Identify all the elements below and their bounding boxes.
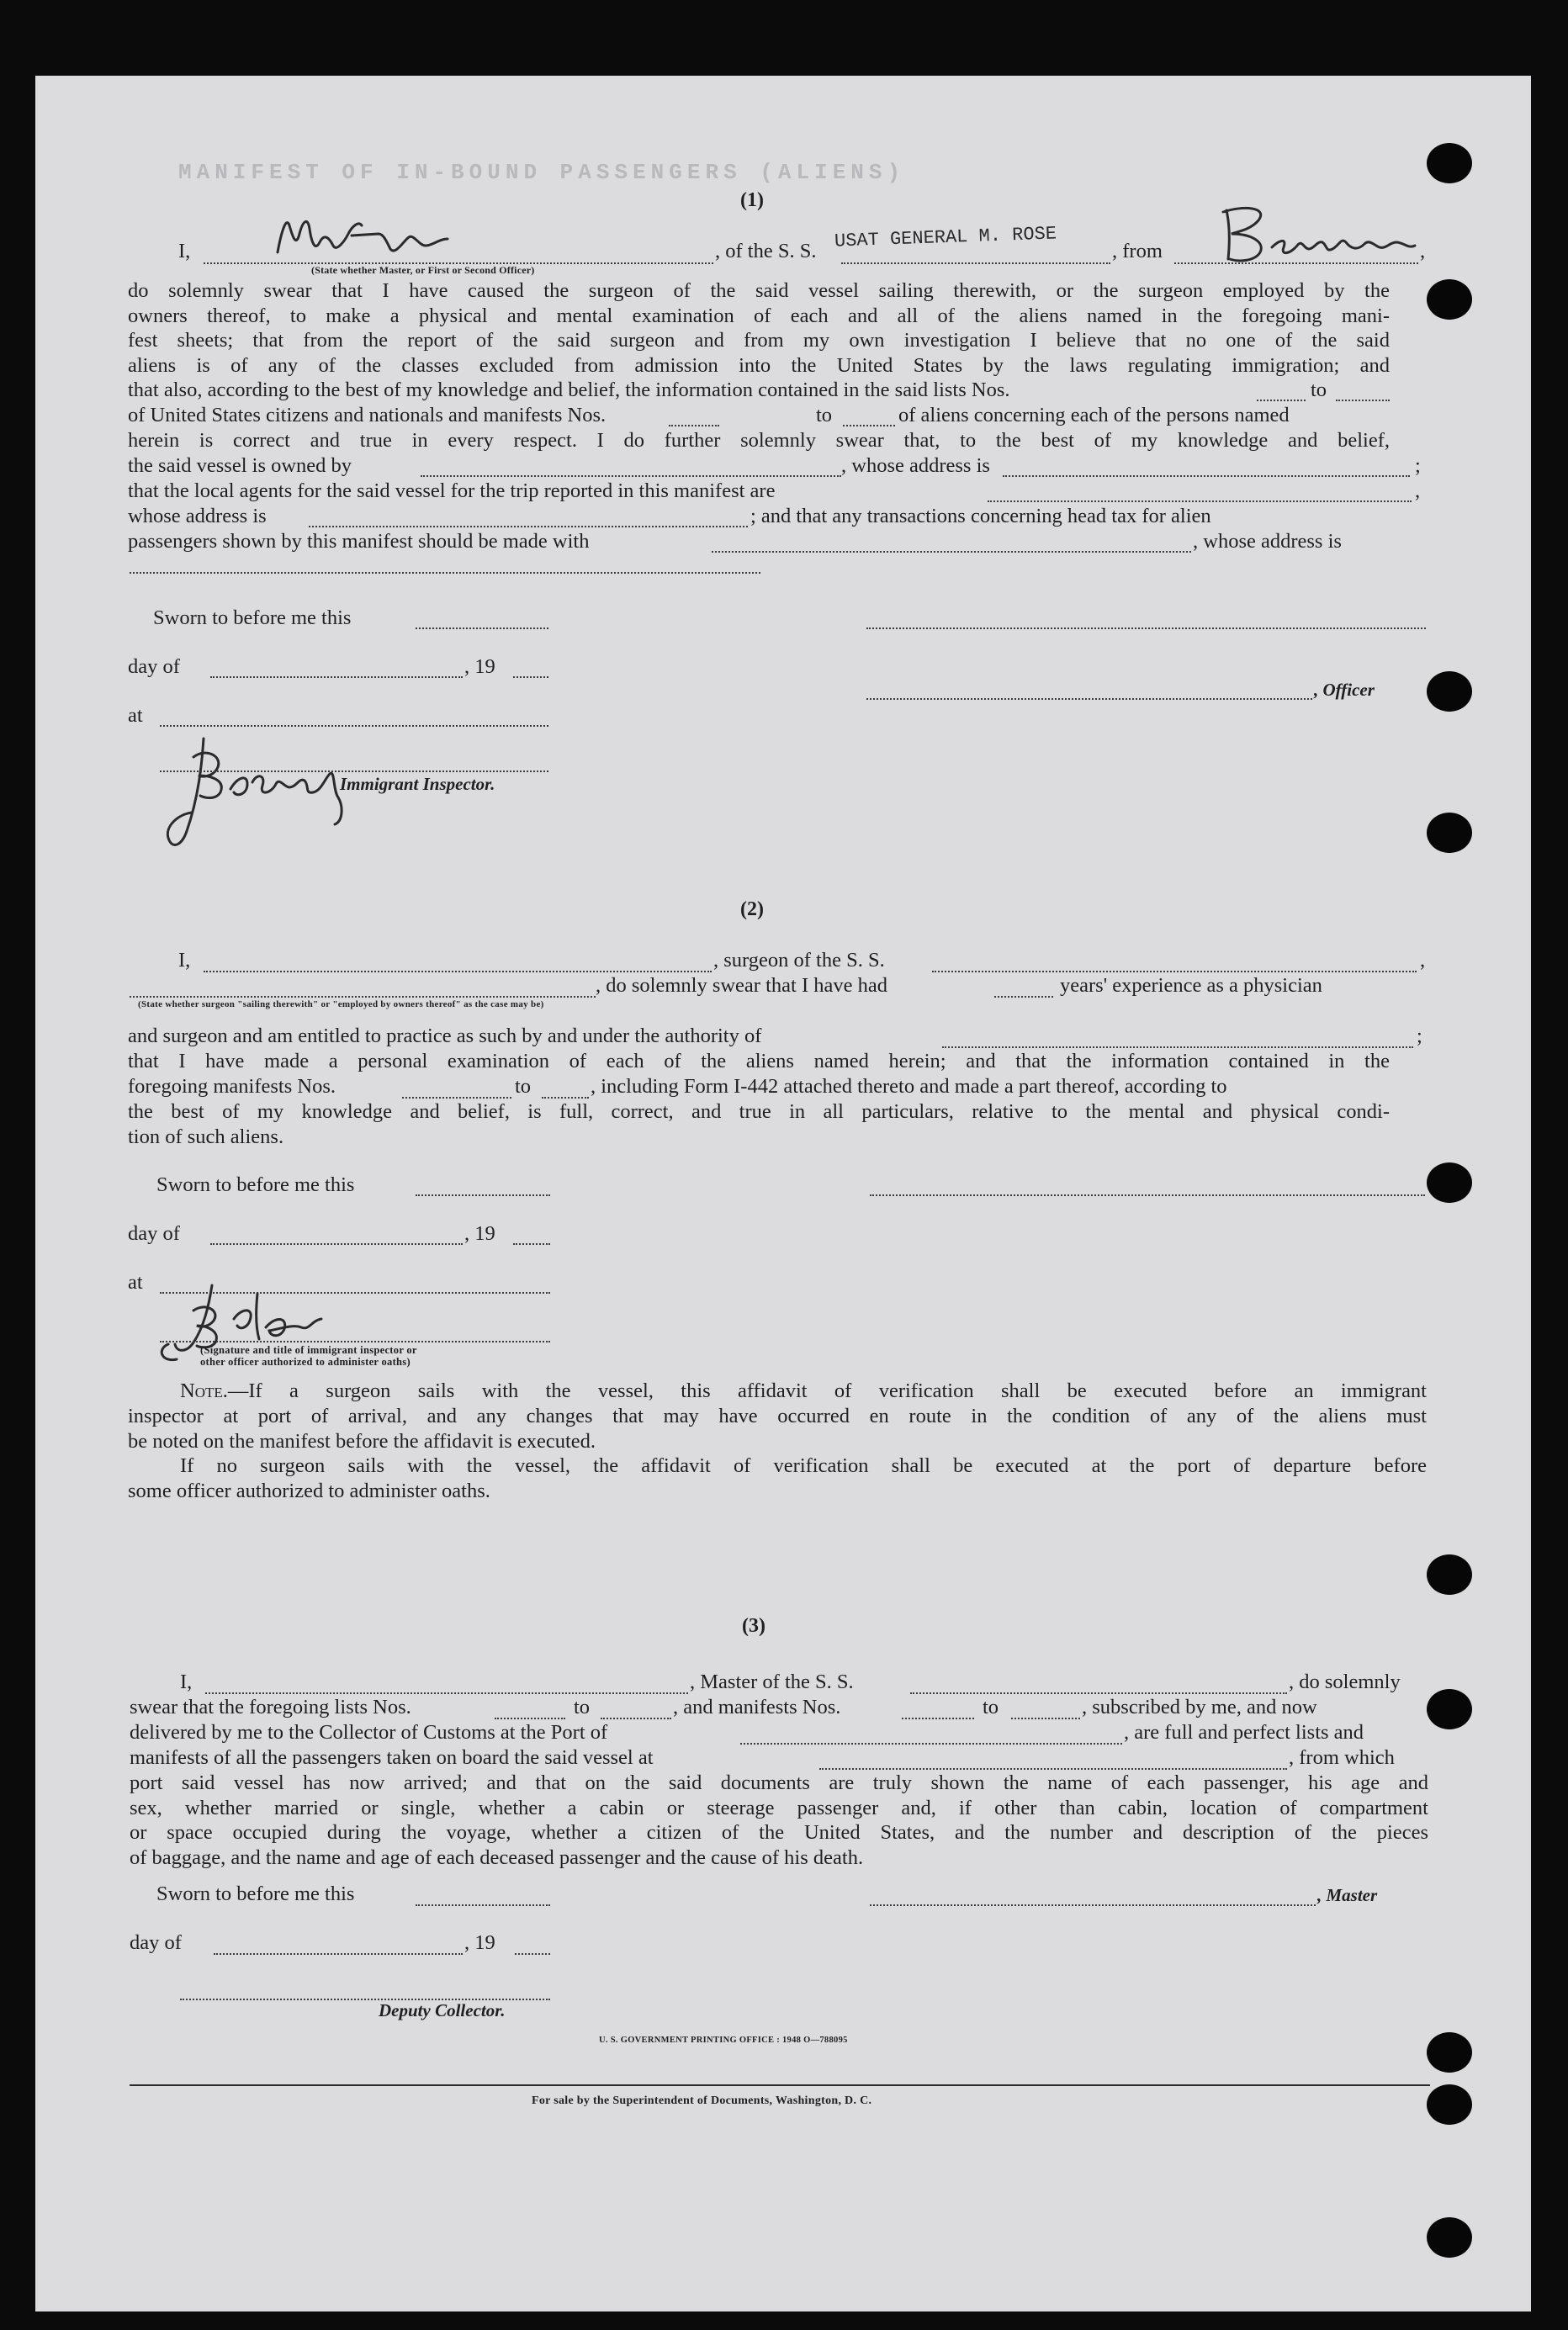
s2-day-of: day of <box>128 1222 180 1245</box>
s2-at: at <box>128 1271 143 1294</box>
s3-day-of: day of <box>130 1931 182 1954</box>
s2-note2-line-1: If no surgeon sails with the vessel, the affidavit of verification shall be executed at the port of departure before <box>180 1454 1427 1477</box>
s2-manifests-from-line <box>402 1097 511 1099</box>
s2-note2-line-1-wrap <box>180 1454 1427 1479</box>
s2-year-line <box>513 1243 550 1245</box>
s2-note-first-line <box>180 1379 1427 1404</box>
s1-day-line <box>210 676 463 678</box>
s3-lists-to: to <box>574 1696 591 1718</box>
s2-note-line-2: inspector at port of arrival, and any changes that may have occurred en route in the condition of any of the aliens must <box>128 1405 1427 1427</box>
s1-owner-line <box>421 475 841 477</box>
s2-years: years' experience as a physician <box>1060 974 1322 997</box>
s1-head-tax: ; and that any transactions concerning head tax for alien <box>750 505 1211 527</box>
s1-master-handwriting <box>271 209 473 262</box>
s1-owner-address-label: , whose address is <box>841 454 990 477</box>
s3-sworn: Sworn to before me this <box>156 1883 355 1905</box>
s2-auth-line: and surgeon and am entitled to practice as such by and under the authority of <box>128 1025 762 1047</box>
s3-line-2: sex, whether married or single, whether a cabin or steerage passenger and, if other than cabin, location of compartment <box>130 1796 1428 1819</box>
binder-hole-10 <box>1427 2217 1472 2258</box>
s2-form-line: , including Form I-442 attached thereto and made a part thereof, according to <box>591 1075 1227 1098</box>
s2-name-line <box>204 971 712 972</box>
s2-sworn-line <box>416 1194 550 1196</box>
s1-inspector-label: Immigrant Inspector. <box>340 774 495 794</box>
s1-sworn: Sworn to before me this <box>153 606 352 629</box>
s1-officer-sig-line-1 <box>866 628 1426 629</box>
s1-officer-sig-line-2 <box>866 698 1312 700</box>
s3-from-which: , from which <box>1289 1746 1395 1769</box>
s2-year: , 19 <box>464 1222 495 1245</box>
binder-hole-3 <box>1427 671 1472 712</box>
s1-vessel-name: USAT GENERAL M. ROSE <box>834 223 1057 252</box>
s2-authority-line <box>942 1046 1413 1048</box>
s1-line-6: of United States citizens and nationals and manifests Nos. <box>128 404 607 426</box>
s1-year-line <box>513 676 548 678</box>
s1-lists-to-line <box>1336 400 1390 401</box>
s2-years-line <box>994 996 1053 998</box>
s1-line-3: fest sheets; that from the report of the said surgeon and from my own investigation I believe that no one of the said <box>128 329 1390 352</box>
s2-state-line <box>130 996 596 998</box>
s2-surgeon-of: , surgeon of the S. S. <box>713 949 885 972</box>
s3-manifests-from-line <box>902 1718 974 1719</box>
s3-year: , 19 <box>464 1931 495 1954</box>
s2-day-line <box>210 1243 463 1245</box>
s3-year-line <box>515 1953 550 1955</box>
s1-agents-address-line <box>309 526 748 527</box>
s2-surgeon-sig-line <box>870 1194 1425 1196</box>
footer-rule <box>130 2084 1430 2086</box>
printing-office-line: U. S. GOVERNMENT PRINTING OFFICE : 1948 O—788095 <box>599 2036 848 2045</box>
s1-lists-to: to <box>1311 379 1327 401</box>
section-1-number: (1) <box>740 189 764 211</box>
binder-hole-4 <box>1427 813 1472 853</box>
s1-year: , 19 <box>464 655 495 678</box>
binder-hole-5 <box>1427 1162 1472 1203</box>
s2-manifests-to-line <box>542 1097 589 1099</box>
s3-lines-wrap <box>130 1771 1428 1870</box>
s3-master-of: , Master of the S. S. <box>690 1671 854 1693</box>
s1-from-handwriting <box>1210 200 1428 267</box>
s2-sworn: Sworn to before me this <box>156 1173 355 1196</box>
s3-manifests-of: manifests of all the passengers taken on board the said vessel at <box>130 1746 654 1769</box>
s3-manifests-to-line <box>1011 1718 1080 1719</box>
s1-of-aliens: of aliens concerning each of the persons named <box>898 404 1290 426</box>
section-3-number: (3) <box>742 1615 765 1637</box>
s3-lists-from-line <box>495 1718 565 1719</box>
faded-header-print: MANIFEST OF IN-BOUND PASSENGERS (ALIENS) <box>178 160 906 185</box>
s1-manifests-to-line <box>843 425 895 426</box>
s3-line-1: port said vessel has now arrived; and that on the said documents are truly shown the name of each passenger, his age and <box>130 1771 1428 1794</box>
section-2-number: (2) <box>740 898 764 920</box>
s3-i-label: I, <box>180 1671 193 1693</box>
s3-line-4: of baggage, and the name and age of each deceased passenger and the cause of his death. <box>130 1845 864 1869</box>
binder-hole-9 <box>1427 2084 1472 2125</box>
s1-sworn-line <box>416 628 548 629</box>
binder-hole-2 <box>1427 279 1472 320</box>
s1-line-8: the said vessel is owned by <box>128 454 352 477</box>
binder-hole-6 <box>1427 1554 1472 1595</box>
s3-port-line <box>740 1743 1122 1745</box>
s3-do-solemnly: , do solemnly <box>1289 1671 1401 1693</box>
s2-note-line-3: be noted on the manifest before the affidavit is executed. <box>128 1429 596 1453</box>
binder-hole-8 <box>1427 2032 1472 2073</box>
s3-master-sig-line <box>870 1904 1316 1906</box>
s3-full-perfect: , are full and perfect lists and <box>1124 1721 1364 1744</box>
s2-lines-wrap <box>128 1099 1390 1149</box>
s2-note-label: Note. <box>180 1379 228 1402</box>
s1-line-7: herein is correct and true in every respect. I do further solemnly swear that, to the best of my knowledge and belief, <box>128 429 1390 452</box>
s2-vessel-comma: , <box>1420 949 1426 972</box>
s1-line-4: aliens is of any of the classes excluded from admission into the United States by the laws regulating immigration; and <box>128 353 1390 377</box>
s1-lists-from-line <box>1257 400 1306 401</box>
s1-agents-comma: , <box>1415 479 1421 502</box>
s2-inspector-line <box>160 1341 550 1342</box>
s1-line-7-wrap <box>128 428 1390 453</box>
s1-agents-line <box>988 500 1412 502</box>
s2-line-2: the best of my knowledge and belief, is full, correct, and true in all particulars, relative to the mental and physical condi- <box>128 1100 1390 1123</box>
s3-name-line <box>205 1692 688 1694</box>
manifest-form-page <box>35 76 1531 2311</box>
s3-day-line <box>214 1953 463 1955</box>
for-sale-line: For sale by the Superintendent of Documents, Washington, D. C. <box>532 2094 872 2107</box>
s1-manifests-from-line <box>669 425 719 426</box>
s2-line-1: that I have made a personal examination of each of the aliens named herein; and that the information contained in the <box>128 1050 1390 1072</box>
s1-manifests-to: to <box>816 404 833 426</box>
s2-auth-semicolon: ; <box>1417 1025 1422 1047</box>
s1-i-label: I, <box>178 240 191 262</box>
s3-delivered: delivered by me to the Collector of Customs at the Port of <box>130 1721 608 1744</box>
s2-i-label: I, <box>178 949 191 972</box>
s2-line-3: tion of such aliens. <box>128 1125 284 1148</box>
s1-head-tax-address-line <box>130 572 760 574</box>
s1-owner-address-line <box>1003 475 1410 477</box>
s2-do-swear: , do solemnly swear that I have had <box>596 974 887 997</box>
s2-vessel-line <box>932 971 1417 972</box>
s2-sig-caption-1: (Signature and title of immigrant inspector or <box>200 1344 417 1356</box>
s3-departure-line <box>819 1768 1287 1770</box>
s1-head-tax-line <box>712 551 1191 553</box>
s1-from-label: , from <box>1112 240 1163 262</box>
s1-at: at <box>128 704 143 727</box>
s2-sig-caption-2: other officer authorized to administer oaths) <box>200 1356 411 1368</box>
s1-line-11: passengers shown by this manifest should be made with <box>128 530 590 553</box>
s3-master-label: , Master <box>1317 1885 1378 1905</box>
s2-note-wrap <box>128 1404 1427 1454</box>
s2-manifests-to: to <box>515 1075 532 1098</box>
s3-sworn-line <box>416 1904 550 1906</box>
s1-from-line <box>1174 262 1418 264</box>
s1-line-1: do solemnly swear that I have caused the surgeon of the said vessel sailing therewith, or the surgeon employed by the <box>128 279 1390 302</box>
s1-line-2: owners thereof, to make a physical and mental examination of each and all of the aliens named in the foregoing mani- <box>128 304 1390 327</box>
s1-oath-paragraph <box>128 278 1390 378</box>
s3-lists-to-line <box>601 1718 671 1719</box>
s3-deputy-label: Deputy Collector. <box>379 2000 506 2020</box>
s3-subscribed: , subscribed by me, and now <box>1082 1696 1317 1718</box>
s2-manifests-prefix: foregoing manifests Nos. <box>128 1075 336 1098</box>
s1-of-the-ss: , of the S. S. <box>715 240 817 262</box>
s2-state-caption: (State whether surgeon "sailing therewith" or "employed by owners thereof" as the case may be) <box>138 999 544 1009</box>
s1-head-tax-address: , whose address is <box>1193 530 1342 553</box>
s1-inspector-line <box>160 770 548 772</box>
binder-hole-7 <box>1427 1689 1472 1729</box>
binder-hole-1 <box>1427 143 1472 183</box>
s1-line-5: that also, according to the best of my knowledge and belief, the information contained in the said lists Nos. <box>128 379 1010 401</box>
s3-manifests-to: to <box>983 1696 999 1718</box>
s1-line-10: whose address is <box>128 505 267 527</box>
s3-vessel-line <box>910 1692 1287 1694</box>
s1-state-caption: (State whether Master, or First or Second Officer) <box>311 264 535 276</box>
s1-from-comma: , <box>1420 240 1426 262</box>
s2-note2-line-2: some officer authorized to administer oaths. <box>128 1480 490 1502</box>
s3-and-manifests: , and manifests Nos. <box>673 1696 841 1718</box>
s1-officer-label: , Officer <box>1314 680 1375 700</box>
s1-owner-semicolon: ; <box>1415 454 1421 477</box>
s2-note-line-1: —If a surgeon sails with the vessel, this affidavit of verification shall be executed before an immigrant <box>227 1379 1427 1402</box>
s3-swear-prefix: swear that the foregoing lists Nos. <box>130 1696 411 1718</box>
s1-vessel-line <box>841 262 1110 264</box>
s2-line-1-wrap <box>128 1049 1390 1074</box>
s3-line-3: or space occupied during the voyage, whether a citizen of the United States, and the number and description of the pieces <box>130 1821 1428 1844</box>
s1-day-of: day of <box>128 655 180 678</box>
s1-line-9: that the local agents for the said vessel for the trip reported in this manifest are <box>128 479 776 502</box>
